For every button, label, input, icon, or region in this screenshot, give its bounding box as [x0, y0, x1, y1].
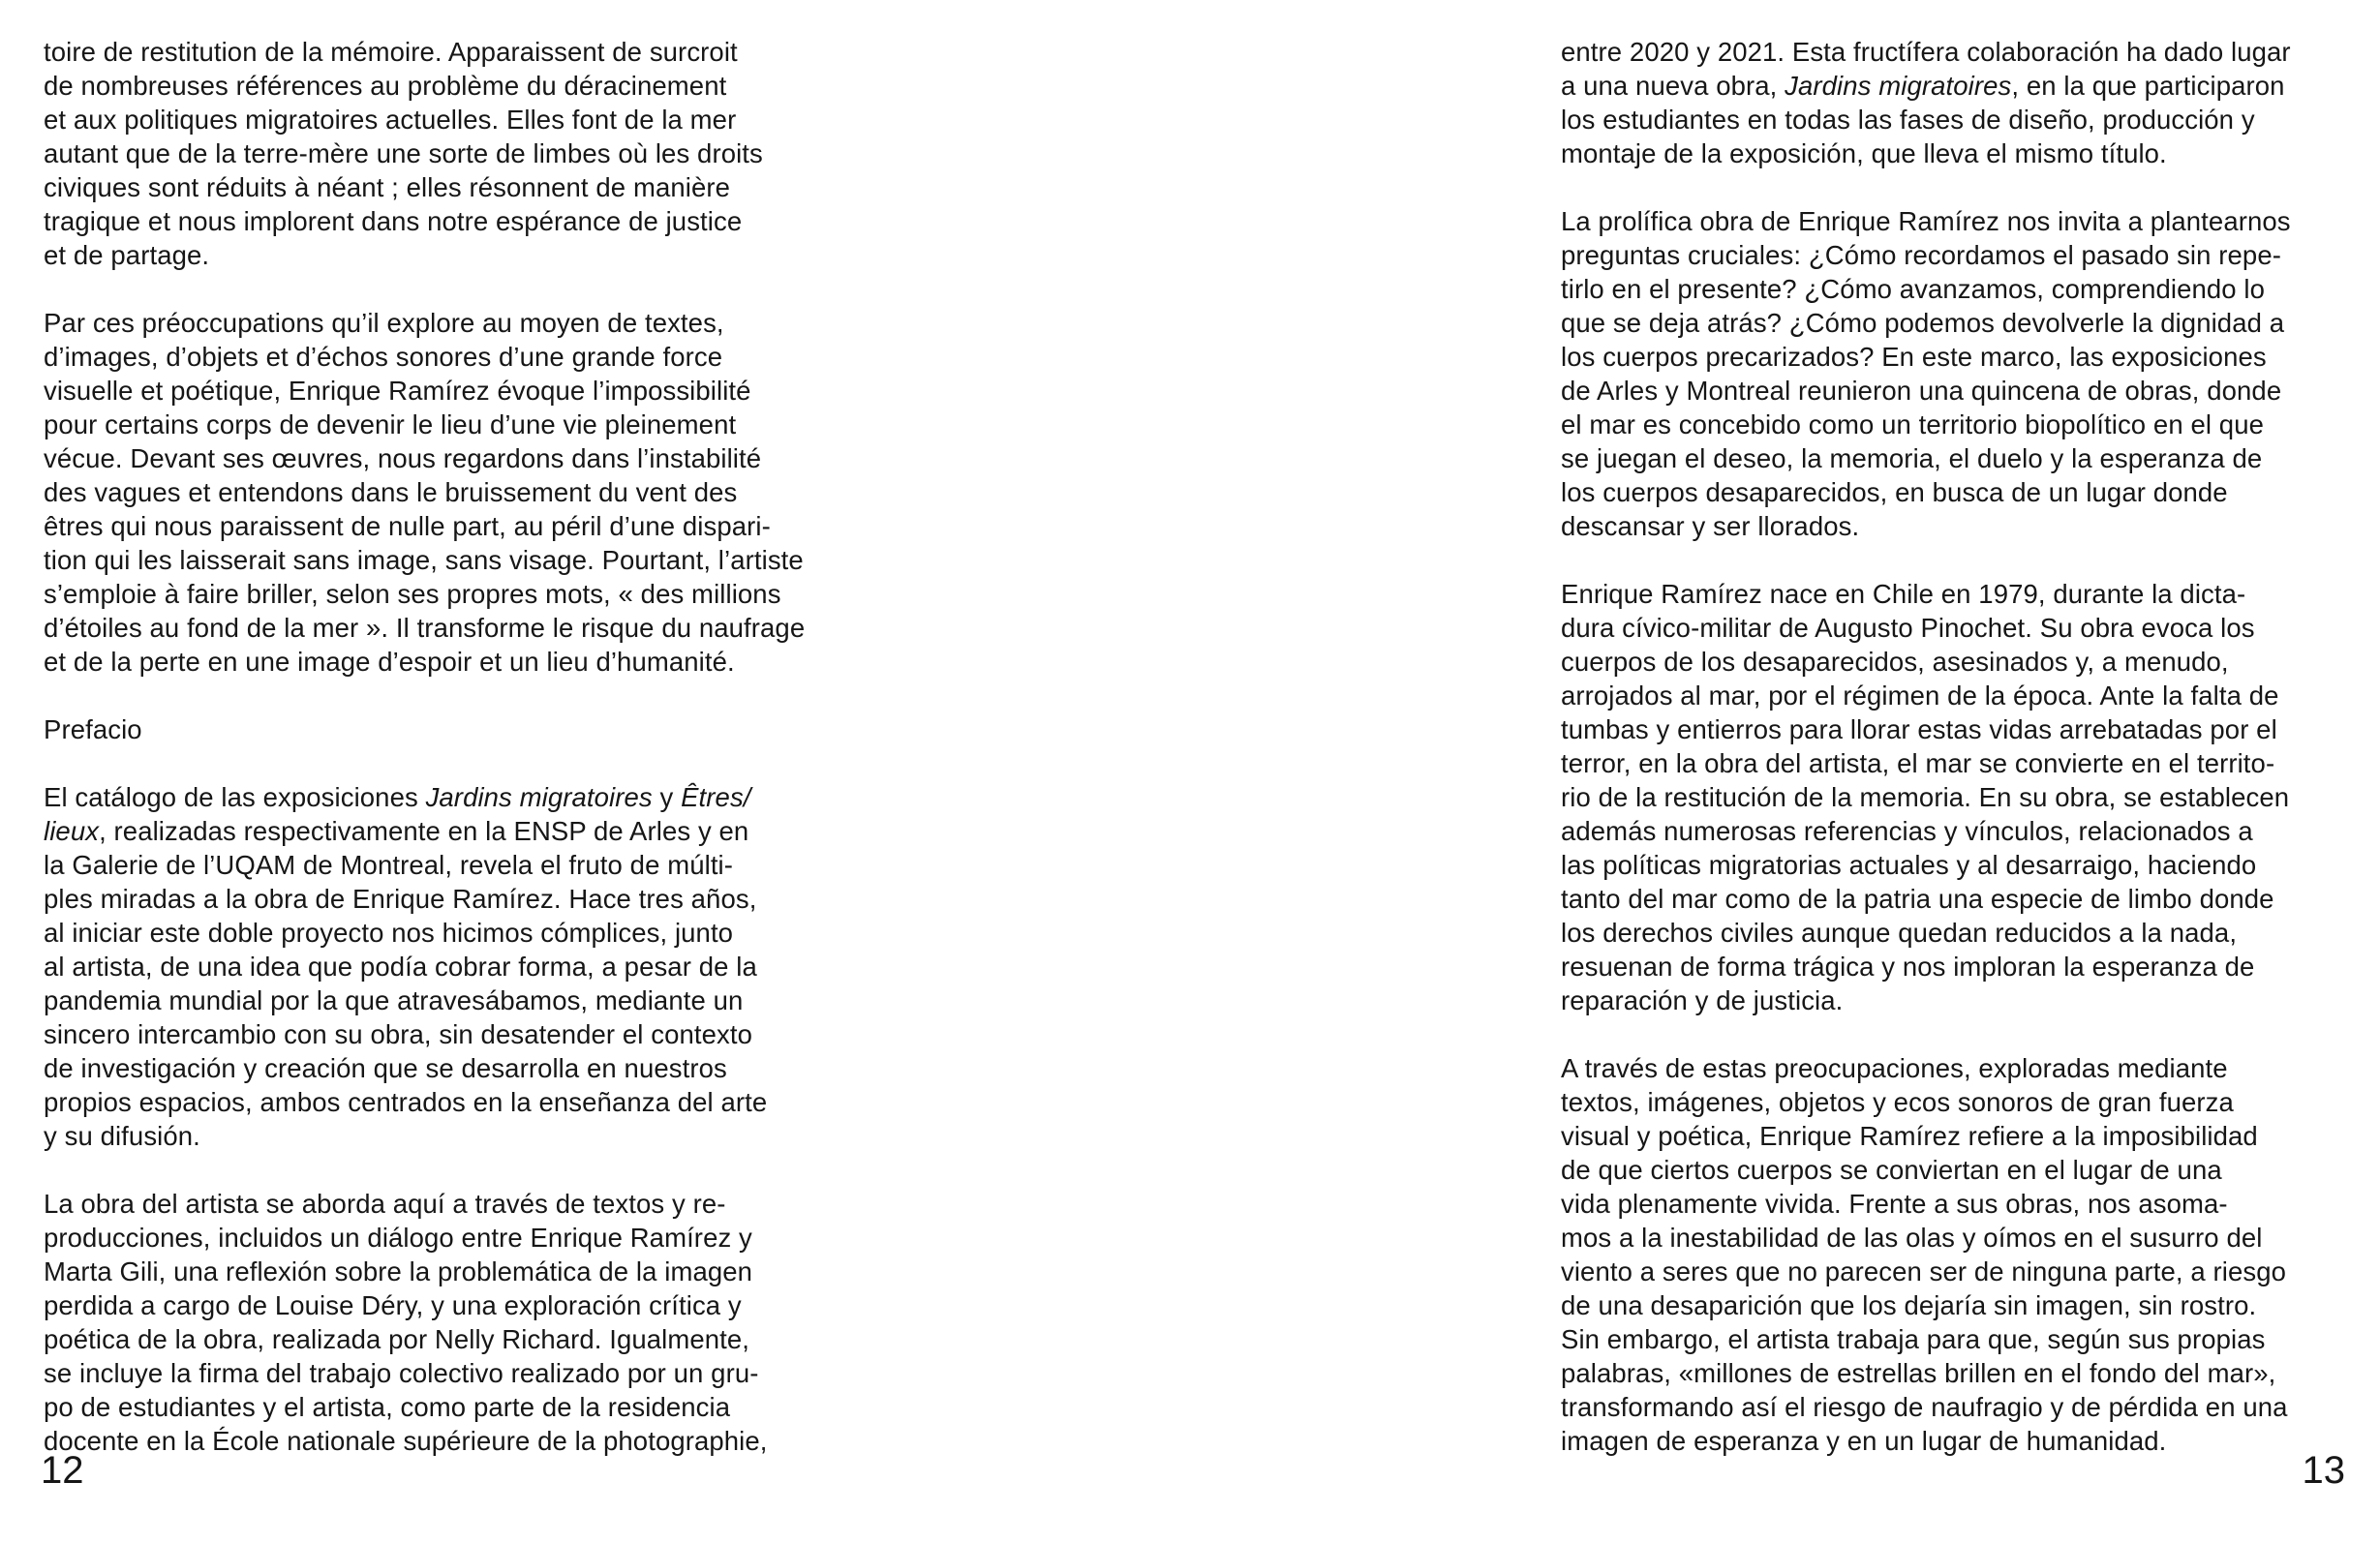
text-line: de Arles y Montreal reunieron una quincena de obras, donde	[1561, 376, 2282, 406]
text-line: tirlo en el presente? ¿Cómo avanzamos, comprendiendo lo	[1561, 274, 2265, 304]
text-line: cuerpos de los desaparecidos, asesinados y, a menudo,	[1561, 647, 2229, 677]
text-line: resuenan de forma trágica y nos imploran la esperanza de	[1561, 952, 2255, 982]
text-line: de nombreuses références au problème du déracinement	[44, 71, 727, 101]
text-line: al iniciar este doble proyecto nos hicimos cómplices, junto	[44, 918, 734, 948]
text-line: el mar es concebido como un territorio biopolítico en el que	[1561, 409, 2264, 439]
text-line: y su difusión.	[44, 1121, 200, 1151]
text-line: mos a la inestabilidad de las olas y oímos en el susurro del	[1561, 1223, 2263, 1253]
paragraph	[1561, 204, 2379, 543]
text-line: preguntas cruciales: ¿Cómo recordamos el pasado sin repe-	[1561, 240, 2281, 270]
text-line: viento a seres que no parecen ser de ninguna parte, a riesgo	[1561, 1256, 2286, 1286]
text-line: La prolífica obra de Enrique Ramírez nos invita a plantearnos	[1561, 206, 2291, 236]
text-line: Prefacio	[44, 714, 142, 744]
text-line: po de estudiantes y el artista, como parte de la residencia	[44, 1392, 731, 1422]
text-line: los cuerpos precarizados? En este marco, las exposiciones	[1561, 342, 2267, 372]
text-line: La obra del artista se aborda aquí a través de textos y re-	[44, 1189, 726, 1219]
text-line: propios espacios, ambos centrados en la enseñanza del arte	[44, 1087, 768, 1117]
text-line: ples miradas a la obra de Enrique Ramírez. Hace tres años,	[44, 884, 757, 914]
text-line: reparación y de justicia.	[1561, 985, 1844, 1015]
text-line: visuelle et poétique, Enrique Ramírez évoque l’impossibilité	[44, 376, 751, 406]
text-line: Marta Gili, una reflexión sobre la problemática de la imagen	[44, 1256, 753, 1286]
text-line: Par ces préoccupations qu’il explore au moyen de textes,	[44, 308, 724, 338]
text-line: visual y poética, Enrique Ramírez refiere a la imposibilidad	[1561, 1121, 2258, 1151]
text-line: descansar y ser llorados.	[1561, 511, 1860, 541]
text-line: a una nueva obra, Jardins migratoires, en la que participaron	[1561, 71, 2285, 101]
text-line: et de la perte en une image d’espoir et un lieu d’humanité.	[44, 647, 735, 677]
text-line: perdida a cargo de Louise Déry, y una exploración crítica y	[44, 1290, 742, 1320]
text-line: los estudiantes en todas las fases de diseño, producción y	[1561, 105, 2255, 135]
paragraph	[44, 780, 862, 1153]
text-line: terror, en la obra del artista, el mar se convierte en el territo-	[1561, 748, 2275, 778]
text-line: arrojados al mar, por el régimen de la época. Ante la falta de	[1561, 681, 2279, 711]
text-line: de que ciertos cuerpos se conviertan en el lugar de una	[1561, 1155, 2222, 1185]
paragraph	[1561, 1051, 2379, 1458]
text-line: además numerosas referencias y vínculos, relacionados a	[1561, 816, 2253, 846]
text-line: toire de restitution de la mémoire. Apparaissent de surcroit	[44, 37, 738, 67]
text-line: los cuerpos desaparecidos, en busca de un lugar donde	[1561, 477, 2228, 507]
text-line: vécue. Devant ses œuvres, nous regardons dans l’instabilité	[44, 443, 762, 473]
text-line: sincero intercambio con su obra, sin desatender el contexto	[44, 1019, 753, 1049]
text-line: lieux, realizadas respectivamente en la ENSP de Arles y en	[44, 816, 749, 846]
text-line: palabras, «millones de estrellas brillen en el fondo del mar»,	[1561, 1358, 2276, 1388]
text-line: tion qui les laisserait sans image, sans visage. Pourtant, l’artiste	[44, 545, 804, 575]
paragraph	[1561, 35, 2379, 170]
text-line: imagen de esperanza y en un lugar de humanidad.	[1561, 1426, 2167, 1456]
text-line: civiques sont réduits à néant ; elles résonnent de manière	[44, 172, 730, 202]
text-line: que se deja atrás? ¿Cómo podemos devolverle la dignidad a	[1561, 308, 2285, 338]
paragraph	[44, 306, 862, 679]
text-line: tragique et nous implorent dans notre espérance de justice	[44, 206, 743, 236]
page-number-right: 13	[2302, 1449, 2345, 1492]
text-line: dura cívico-militar de Augusto Pinochet. Su obra evoca los	[1561, 613, 2255, 643]
text-line: rio de la restitución de la memoria. En su obra, se establecen	[1561, 782, 2290, 812]
text-line: de una desaparición que los dejaría sin imagen, sin rostro.	[1561, 1290, 2257, 1320]
text-line: docente en la École nationale supérieure de la photographie,	[44, 1426, 768, 1456]
text-line: de investigación y creación que se desarrolla en nuestros	[44, 1053, 727, 1083]
text-line: Sin embargo, el artista trabaja para que, según sus propias	[1561, 1324, 2266, 1354]
text-line: et aux politiques migratoires actuelles. Elles font de la mer	[44, 105, 737, 135]
text-line: se incluye la firma del trabajo colectivo realizado por un gru-	[44, 1358, 759, 1388]
text-line: pandemia mundial por la que atravesábamos, mediante un	[44, 985, 744, 1015]
text-line: d’images, d’objets et d’échos sonores d’une grande force	[44, 342, 723, 372]
text-line: tanto del mar como de la patria una especie de limbo donde	[1561, 884, 2274, 914]
text-line: El catálogo de las exposiciones Jardins migratoires y Êtres/	[44, 782, 751, 812]
text-line: A través de estas preocupaciones, exploradas mediante	[1561, 1053, 2228, 1083]
paragraph	[44, 35, 862, 272]
text-line: entre 2020 y 2021. Esta fructífera colaboración ha dado lugar	[1561, 37, 2291, 67]
text-line: las políticas migratorias actuales y al desarraigo, haciendo	[1561, 850, 2257, 880]
text-line: tumbas y entierros para llorar estas vidas arrebatadas por el	[1561, 714, 2277, 744]
text-line: los derechos civiles aunque quedan reducidos a la nada,	[1561, 918, 2238, 948]
text-line: transformando así el riesgo de naufragio y de pérdida en una	[1561, 1392, 2288, 1422]
text-line: al artista, de una idea que podía cobrar forma, a pesar de la	[44, 952, 757, 982]
text-line: autant que de la terre-mère une sorte de limbes où les droits	[44, 138, 763, 168]
paragraph	[1561, 577, 2379, 1017]
text-line: d’étoiles au fond de la mer ». Il transforme le risque du naufrage	[44, 613, 806, 643]
text-line: Enrique Ramírez nace en Chile en 1979, durante la dicta-	[1561, 579, 2246, 609]
text-line: la Galerie de l’UQAM de Montreal, revela el fruto de múlti-	[44, 850, 734, 880]
page-number-left: 12	[41, 1449, 84, 1492]
text-line: poética de la obra, realizada por Nelly Richard. Igualmente,	[44, 1324, 750, 1354]
section-heading	[44, 712, 862, 746]
text-line: se juegan el deseo, la memoria, el duelo y la esperanza de	[1561, 443, 2263, 473]
text-line: des vagues et entendons dans le bruissement du vent des	[44, 477, 738, 507]
text-line: pour certains corps de devenir le lieu d’une vie pleinement	[44, 409, 737, 439]
text-line: textos, imágenes, objetos y ecos sonoros de gran fuerza	[1561, 1087, 2234, 1117]
text-line: producciones, incluidos un diálogo entre Enrique Ramírez y	[44, 1223, 752, 1253]
right-page-text-column	[1561, 35, 2379, 1458]
text-line: et de partage.	[44, 240, 210, 270]
paragraph	[44, 1187, 862, 1458]
text-line: montaje de la exposición, que lleva el mismo título.	[1561, 138, 2167, 168]
text-line: s’emploie à faire briller, selon ses propres mots, « des millions	[44, 579, 781, 609]
text-line: vida plenamente vivida. Frente a sus obras, nos asoma-	[1561, 1189, 2228, 1219]
text-line: êtres qui nous paraissent de nulle part, au péril d’une dispari-	[44, 511, 771, 541]
left-page-text-column	[44, 35, 862, 1458]
